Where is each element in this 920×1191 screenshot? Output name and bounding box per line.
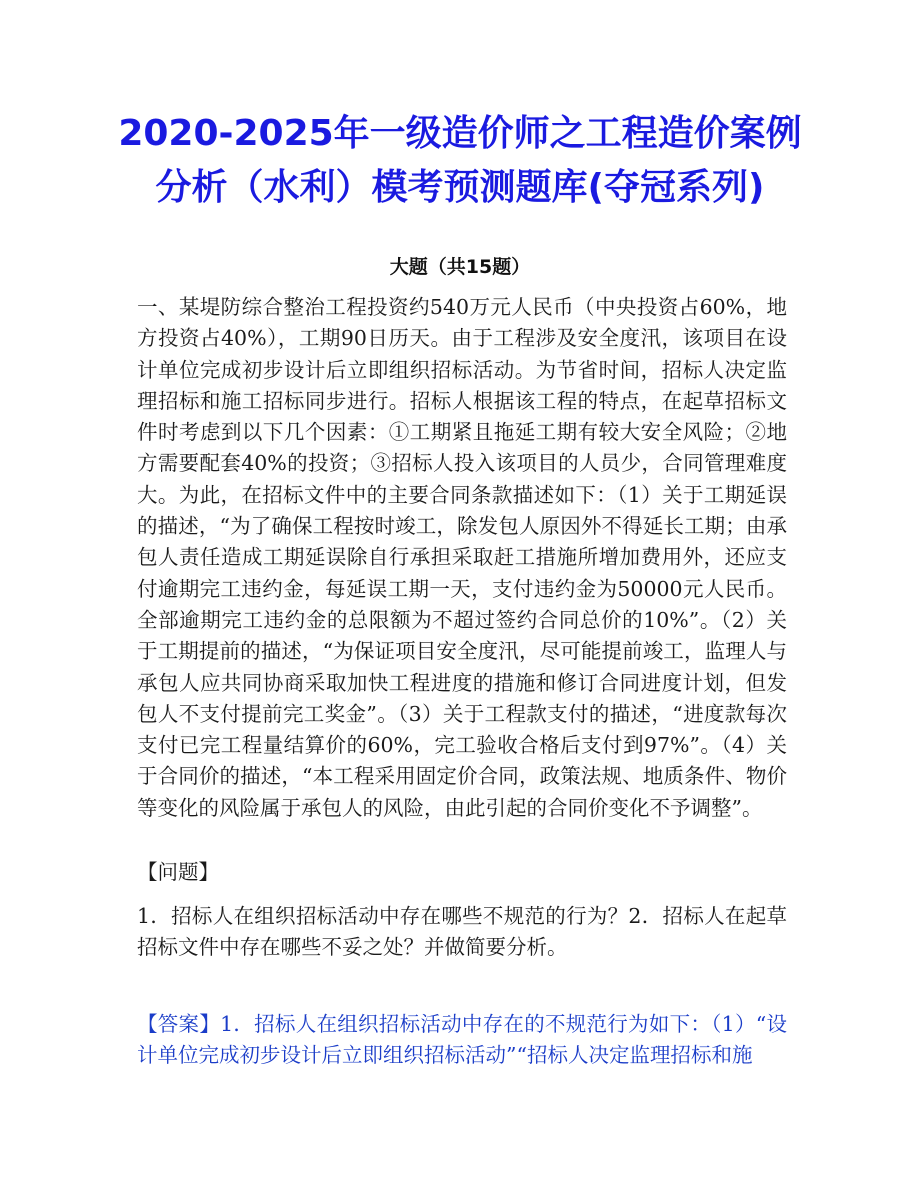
section-heading: 大题（共15题） bbox=[389, 256, 531, 278]
document-title-line-1: 2020-2025年一级造价师之工程造价案例 bbox=[118, 113, 802, 154]
question-body: 1．招标人在组织招标活动中存在哪些不规范的行为？2．招标人在起草招标文件中存在哪些不妥之处？并做简要分析。 bbox=[137, 904, 787, 960]
question-paragraph-1: 一、某堤防综合整治工程投资约540万元人民币（中央投资占60%，地方投资占40%），工期90日历天。由于工程涉及安全度汛，该项目在设计单位完成初步设计后立即组织招标活动。为节省时间，招标人决定监理招标和施工招标同步进行。招标人根据该工程的特点，在起草招标文件时考虑到以下几个因素：①工期紧且拖延工期有较大安全风险；②地方需要配套40%的投资；③招标人投入该项目的人员少，合同管理难度大。为此，在招标文件中的主要合同条款描述如下：（1）关于工期延误的描述，“为了确保工程按时竣工，除发包人原因外不得延长工期；由承包人责任造成工期延误除自行承担采取赶工措施所增加费用外，还应支付逾期完工违约金，每延误工期一天，支付违约金为50000元人民币。全部逾期完工违约金的总限额为不超过签约合同总价的10%”。（2）关于工期提前的描述，“为保证项目安全度汛，尽可能提前竣工，监理人与承包人应共同协商采取加快工程进度的措施和修订合同进度计划，但发包人不支付提前完工奖金”。（3）关于工程款支付的描述，“进度款每次支付已完工程量结算价的60%，完工验收合格后支付到97%”。（4）关于合同价的描述，“本工程采用固定价合同，政策法规、地质条件、物价等变化的风险属于承包人的风险，由此引起的合同价变化不予调整”。 bbox=[137, 295, 787, 820]
answer-body: 1．招标人在组织招标活动中存在的不规范行为如下：（1）“设计单位完成初步设计后立即组织招标活动”“招标人决定监理招标和施 bbox=[137, 1012, 787, 1068]
question-heading: 【问题】 bbox=[137, 860, 219, 884]
answer-tag: 【答案】 bbox=[137, 1012, 221, 1036]
document-title-line-2: 分析（水利）模考预测题库(夺冠系列) bbox=[155, 167, 765, 208]
answer-paragraph bbox=[137, 1009, 787, 1072]
